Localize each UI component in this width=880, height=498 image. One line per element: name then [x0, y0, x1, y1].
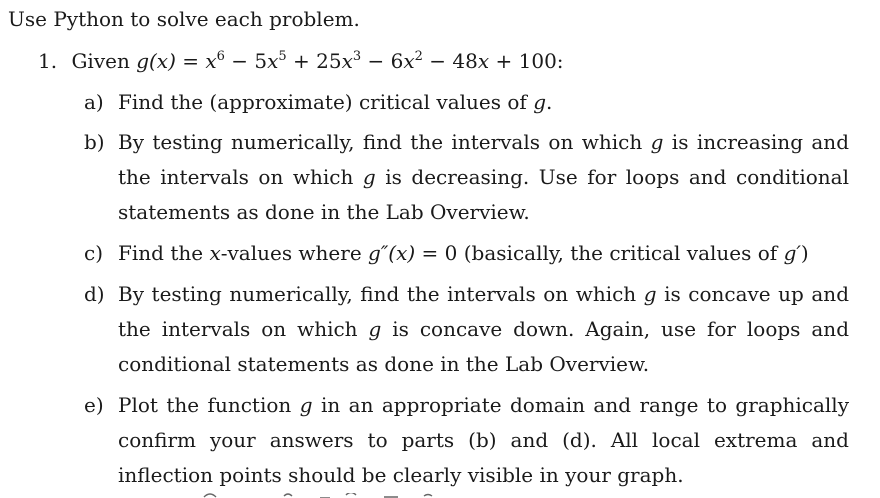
part-c-text	[118, 236, 849, 271]
intro-text: Use Python to solve each problem.	[8, 7, 360, 31]
part-b-var-2: g	[362, 165, 376, 189]
cropped-text-fragment	[84, 493, 484, 498]
op-5: + 100:	[489, 49, 564, 73]
part-e-text-1: Plot the function	[118, 393, 300, 417]
part-b	[84, 125, 849, 230]
problem-number: 1.	[38, 49, 58, 73]
part-c-label: c)	[84, 241, 104, 265]
part-d-text-3: is concave down. Again, use for loops and conditional statements as done in the Lab Overview.	[118, 317, 849, 376]
part-a-label: a)	[84, 90, 104, 114]
part-e-var-1: g	[299, 393, 313, 417]
part-e-label: e)	[84, 393, 104, 417]
part-d-label: d)	[84, 282, 105, 306]
term-4: x	[403, 49, 415, 73]
term-1: x	[205, 49, 217, 73]
function-name: g(x)	[136, 49, 176, 73]
op-2: + 25	[286, 49, 342, 73]
term-3: x	[341, 49, 353, 73]
term-2: x	[267, 49, 279, 73]
term-2-exponent: 5	[278, 49, 287, 64]
part-c-text-3: = 0 (basically, the critical values of	[415, 241, 784, 265]
part-e	[84, 388, 849, 493]
given-word: Given	[71, 49, 130, 73]
part-d-text	[118, 277, 849, 382]
part-d-var-2: g	[368, 317, 382, 341]
term-3-exponent: 3	[352, 49, 362, 64]
part-c	[84, 236, 849, 271]
cropped-next-line	[84, 488, 484, 498]
part-b-text-2: is increasing and the intervals on which	[118, 130, 849, 189]
part-c-text-1: Find the	[118, 241, 210, 265]
part-e-text-2: in an appropriate domain and range to graphically confirm your answers to parts (b) and (d). All local extrema and inflection points should be clearly visible in your graph.	[118, 393, 849, 487]
problem-1-statement	[38, 48, 564, 74]
op-1: − 5	[224, 49, 268, 73]
part-c-text-4: )	[800, 241, 809, 265]
part-d-text-1: By testing numerically, find the intervals on which	[118, 282, 644, 306]
part-e-text	[118, 388, 849, 493]
op-3: − 6	[361, 49, 404, 73]
part-b-label: b)	[84, 130, 105, 154]
part-b-var-1: g	[650, 130, 664, 154]
part-a-text-1: Find the (approximate) critical values of	[118, 90, 534, 114]
part-a-var: g	[533, 90, 546, 114]
part-c-second-derivative: g″(x)	[368, 241, 416, 265]
part-b-text-3: is decreasing. Use for loops and conditional statements as done in the Lab Overview.	[118, 165, 849, 224]
term-5: x	[477, 49, 490, 73]
part-d	[84, 277, 849, 382]
part-a-text	[118, 85, 849, 120]
part-d-var-1: g	[643, 282, 657, 306]
part-a-text-2: .	[546, 90, 553, 114]
part-b-text-1: By testing numerically, find the intervals on which	[118, 130, 651, 154]
op-4: − 48	[422, 49, 478, 73]
term-1-exponent: 6	[216, 49, 225, 64]
term-4-exponent: 2	[414, 49, 423, 64]
part-c-var-1: x	[209, 241, 221, 265]
part-c-first-derivative: g′	[783, 241, 801, 265]
part-c-text-2: -values where	[220, 241, 369, 265]
part-d-text-2: is concave up and the intervals on which	[118, 282, 849, 341]
part-a	[84, 85, 849, 120]
part-b-text	[118, 125, 849, 230]
equals-sign: =	[175, 49, 206, 73]
